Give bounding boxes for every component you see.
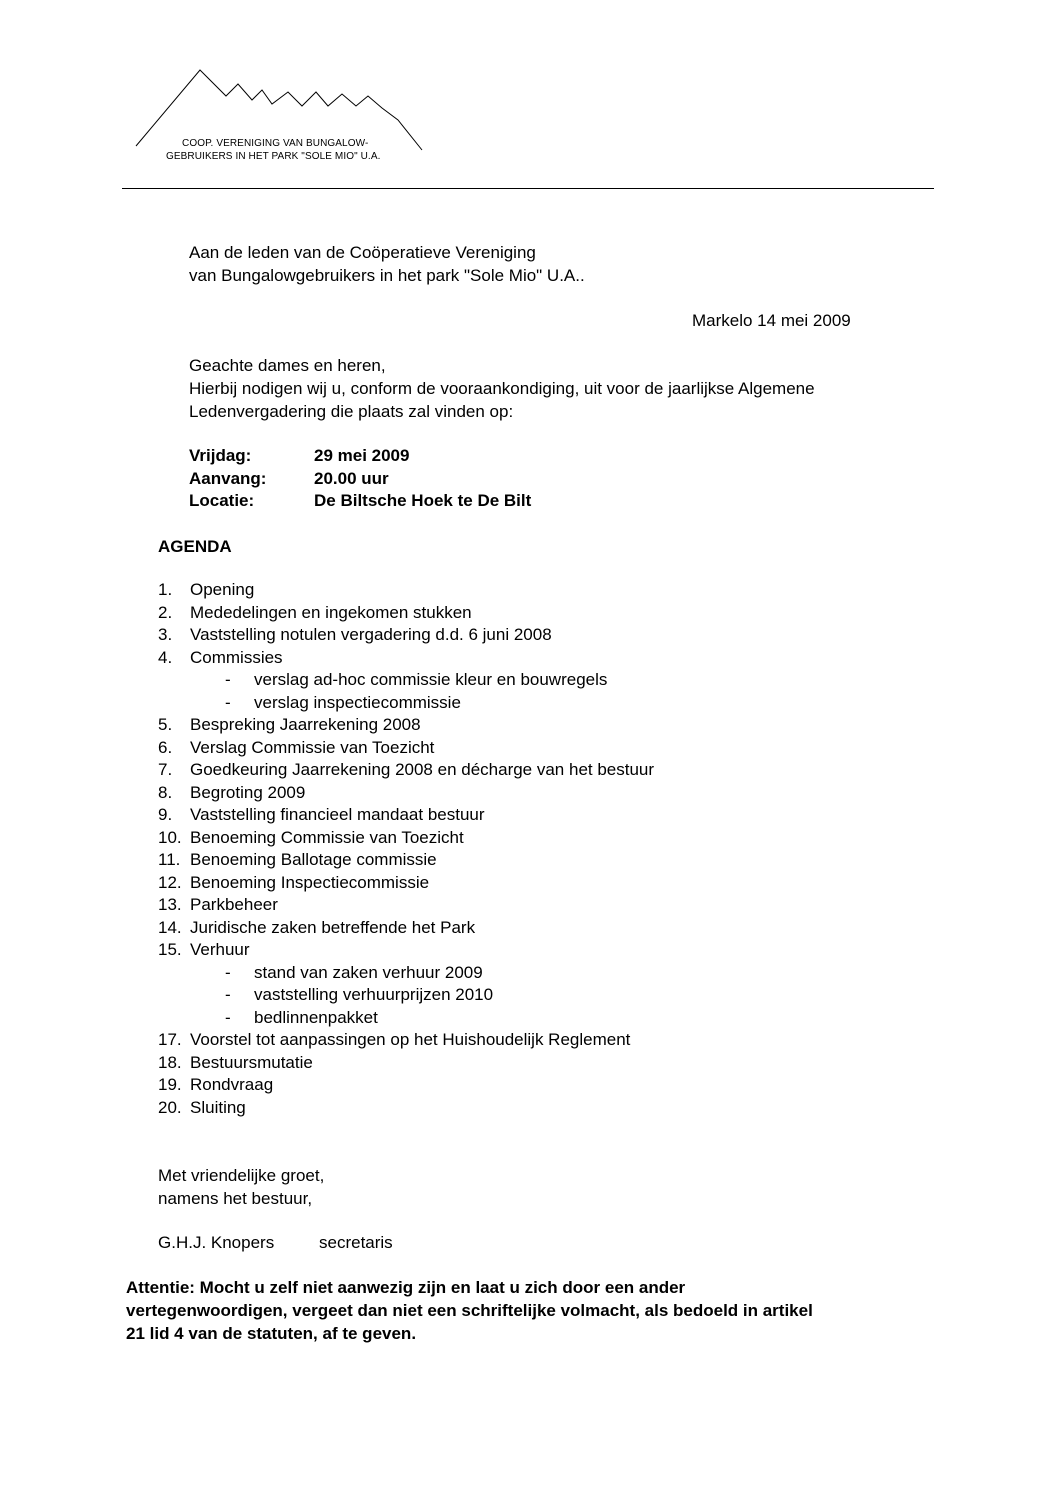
agenda-item-number: 6. [158, 737, 173, 757]
agenda-item-text: Verhuur [190, 940, 250, 959]
meeting-start-label: Aanvang: [189, 469, 267, 488]
agenda-item-text: Commissies [190, 647, 283, 667]
agenda-item-text: Rondvraag [190, 1075, 274, 1094]
agenda-item-number: 4. [158, 647, 173, 667]
agenda-item-text: Begroting 2009 [190, 782, 306, 802]
agenda-item-text: Juridische zaken betreffende het Park [190, 917, 476, 937]
meeting-day-label: Vrijdag: [189, 446, 252, 465]
agenda-item-text: Parkbeheer [190, 895, 278, 914]
agenda-item-number: 13. [158, 895, 182, 914]
meeting-day-value: 29 mei 2009 [314, 446, 410, 465]
agenda-item-number: 2. [158, 602, 173, 622]
signatory-role: secretaris [319, 1233, 393, 1252]
agenda-item-number: 7. [158, 760, 173, 779]
header-divider [122, 188, 934, 189]
agenda-item-text: Benoeming Commissie van Toezicht [190, 827, 464, 847]
agenda-item-number: 3. [158, 625, 173, 644]
agenda-item-text: Verslag Commissie van Toezicht [190, 737, 435, 757]
closing-line-1: Met vriendelijke groet, [158, 1166, 325, 1185]
agenda-item-text: Sluiting [190, 1097, 246, 1117]
agenda-item-number: 19. [158, 1075, 182, 1094]
agenda-item-number: 10. [158, 827, 182, 847]
agenda-item-text: Mededelingen en ingekomen stukken [190, 602, 472, 622]
agenda-subitem-bullet: - [225, 1007, 231, 1027]
agenda-item-text: Vaststelling financieel mandaat bestuur [190, 805, 485, 824]
agenda-item-text: Opening [190, 580, 255, 599]
agenda-item-number: 15. [158, 940, 182, 959]
agenda-item-text: Benoeming Ballotage commissie [190, 850, 437, 869]
attention-line-3: 21 lid 4 van de statuten, af te geven. [126, 1324, 417, 1343]
address-line-2: van Bungalowgebruikers in het park "Sole Mio" U.A.. [189, 266, 585, 285]
agenda-list [158, 579, 918, 1119]
agenda-subitem-text: stand van zaken verhuur 2009 [254, 962, 483, 982]
agenda-item-number: 11. [158, 850, 181, 869]
agenda-subitem-bullet: - [225, 985, 231, 1004]
attention-line-1: Attentie: Mocht u zelf niet aanwezig zijn en laat u zich door een ander [126, 1278, 686, 1297]
signatory-name: G.H.J. Knopers [158, 1233, 275, 1252]
agenda-subitem-bullet: - [225, 692, 231, 712]
agenda-subitem-text: bedlinnenpakket [254, 1007, 378, 1027]
place-date: Markelo 14 mei 2009 [692, 311, 851, 330]
agenda-item-number: 14. [158, 917, 182, 937]
agenda-item-number: 18. [158, 1052, 182, 1072]
agenda-item-number: 5. [158, 715, 173, 734]
agenda-title: AGENDA [158, 537, 232, 556]
agenda-item-text: Voorstel tot aanpassingen op het Huishoudelijk Reglement [190, 1030, 631, 1049]
agenda-item-number: 1. [158, 580, 173, 599]
letterhead-logo [130, 62, 430, 167]
agenda-subitem-bullet: - [225, 962, 231, 982]
closing-line-2: namens het bestuur, [158, 1189, 313, 1208]
intro-line-1: Hierbij nodigen wij u, conform de vooraankondiging, uit voor de jaarlijkse Algemene [189, 379, 815, 398]
letterhead-line-2: GEBRUIKERS IN HET PARK "SOLE MIO" U.A. [166, 151, 381, 162]
agenda-item-number: 9. [158, 805, 173, 824]
agenda-item-text: Goedkeuring Jaarrekening 2008 en décharge van het bestuur [190, 760, 655, 779]
agenda-subitem-text: vaststelling verhuurprijzen 2010 [254, 985, 494, 1004]
salutation: Geachte dames en heren, [189, 356, 386, 375]
attention-line-2: vertegenwoordigen, vergeet dan niet een schriftelijke volmacht, als bedoeld in artikel [126, 1301, 813, 1320]
agenda-item-text: Benoeming Inspectiecommissie [190, 872, 430, 892]
agenda-item-text: Bestuursmutatie [190, 1052, 313, 1072]
agenda-item-text: Vaststelling notulen vergadering d.d. 6 juni 2008 [190, 625, 552, 644]
agenda-item-number: 8. [158, 782, 173, 802]
agenda-item-text: Bespreking Jaarrekening 2008 [190, 715, 421, 734]
address-line-1: Aan de leden van de Coöperatieve Vereniging [189, 243, 536, 262]
agenda-subitem-text: verslag ad-hoc commissie kleur en bouwregels [254, 670, 608, 689]
intro-line-2: Ledenvergadering die plaats zal vinden op: [189, 402, 514, 421]
meeting-start-value: 20.00 uur [314, 469, 389, 488]
agenda-subitem-bullet: - [225, 670, 231, 689]
agenda-item-number: 20. [158, 1097, 182, 1117]
meeting-location-label: Locatie: [189, 491, 255, 510]
agenda-item-number: 12. [158, 872, 182, 892]
meeting-location-value: De Biltsche Hoek te De Bilt [314, 491, 532, 510]
agenda-subitem-text: verslag inspectiecommissie [254, 692, 461, 712]
letterhead-line-1: COOP. VERENIGING VAN BUNGALOW- [182, 138, 369, 149]
agenda-item-number: 17. [158, 1030, 182, 1049]
